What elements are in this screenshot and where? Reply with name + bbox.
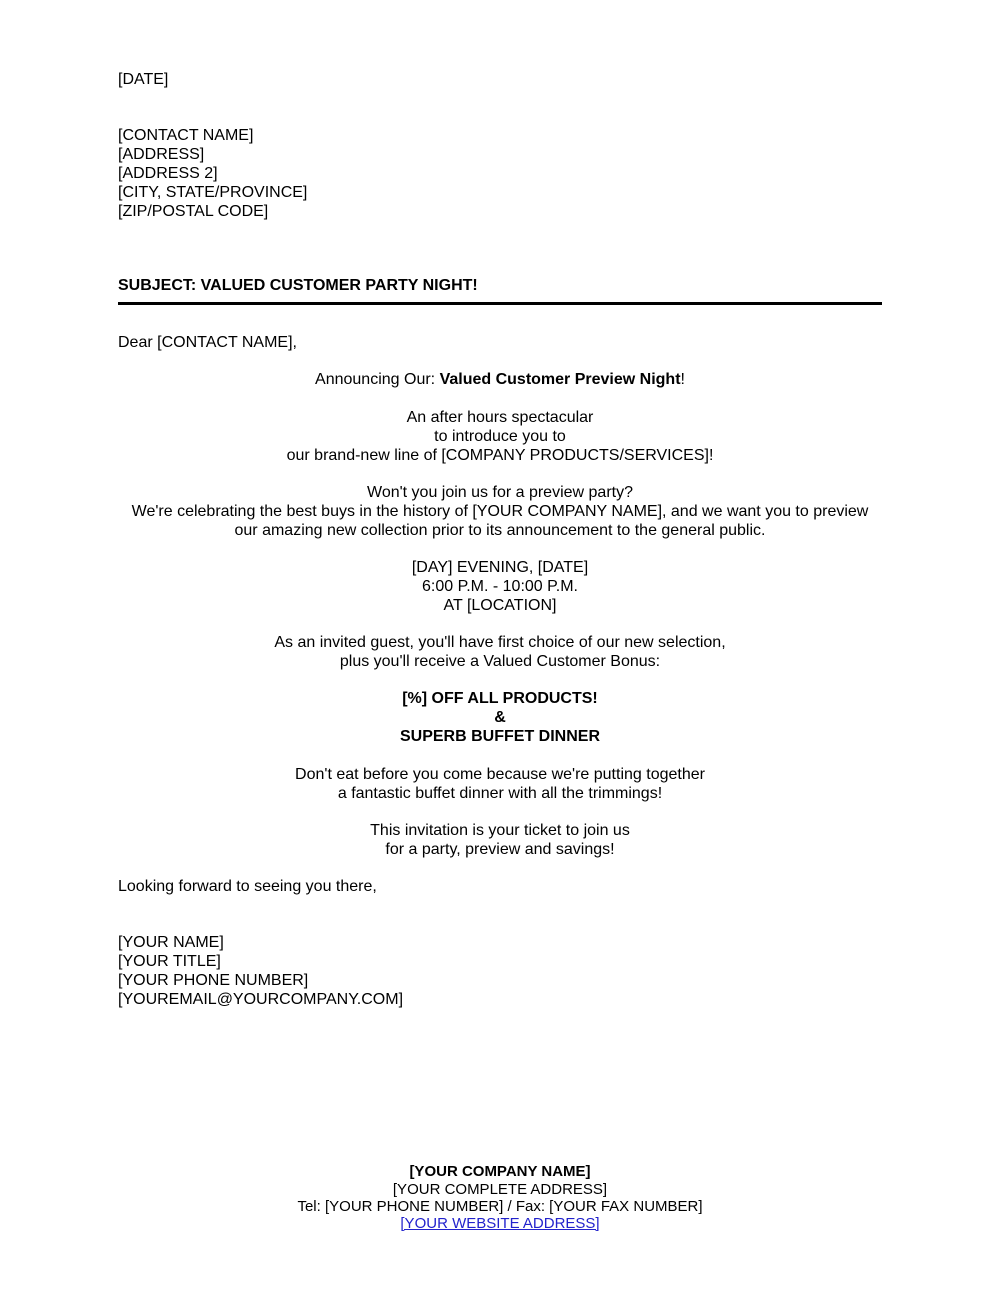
bonus-dinner: SUPERB BUFFET DINNER: [399, 728, 600, 745]
event-location: AT [LOCATION]: [443, 597, 557, 614]
ticket-line: This invitation is your ticket to join us: [370, 822, 630, 839]
event-day-date: [DAY] EVENING, [DATE]: [411, 559, 589, 576]
dinner-line: a fantastic buffet dinner with all the trimmings!: [337, 785, 663, 802]
recipient-zip: [ZIP/POSTAL CODE]: [118, 203, 269, 220]
signature-email: [YOUREMAIL@YOURCOMPANY.COM]: [118, 991, 404, 1008]
announcement-suffix: !: [680, 371, 685, 388]
signature-name: [YOUR NAME]: [118, 934, 224, 951]
bonus-discount: [%] OFF ALL PRODUCTS!: [402, 690, 598, 707]
subject-line: SUBJECT: VALUED CUSTOMER PARTY NIGHT!: [118, 277, 478, 294]
website-link[interactable]: [YOUR WEBSITE ADDRESS]: [400, 1215, 600, 1232]
event-time: 6:00 P.M. - 10:00 P.M.: [422, 578, 578, 595]
footer-contact: Tel: [YOUR PHONE NUMBER] / Fax: [YOUR FAX NUMBER]: [297, 1198, 703, 1215]
intro-line: our brand-new line of [COMPANY PRODUCTS/SERVICES]!: [286, 447, 714, 464]
join-line: our amazing new collection prior to its announcement to the general public.: [234, 522, 766, 539]
join-line: Won't you join us for a preview party?: [367, 484, 633, 501]
intro-line: An after hours spectacular: [406, 409, 594, 426]
guest-line: As an invited guest, you'll have first choice of our new selection,: [274, 634, 726, 651]
announcement-title: Valued Customer Preview Night: [439, 371, 681, 388]
footer-company-name: [YOUR COMPANY NAME]: [409, 1163, 591, 1180]
recipient-city-state: [CITY, STATE/PROVINCE]: [118, 184, 308, 201]
guest-line: plus you'll receive a Valued Customer Bonus:: [339, 653, 661, 670]
recipient-address2: [ADDRESS 2]: [118, 165, 218, 182]
recipient-contact-name: [CONTACT NAME]: [118, 127, 254, 144]
salutation: Dear [CONTACT NAME],: [118, 334, 297, 351]
recipient-address: [ADDRESS]: [118, 146, 205, 163]
announcement: [0, 370, 1000, 389]
join-line: We're celebrating the best buys in the history of [YOUR COMPANY NAME], and we want you to preview: [131, 503, 869, 520]
footer-address: [YOUR COMPLETE ADDRESS]: [392, 1181, 608, 1198]
footer-website: [0, 1215, 1000, 1232]
dinner-line: Don't eat before you come because we're putting together: [295, 766, 705, 783]
bonus-ampersand: &: [494, 709, 506, 726]
signature-title: [YOUR TITLE]: [118, 953, 221, 970]
announcement-prefix: Announcing Our:: [315, 371, 440, 388]
letter-date: [DATE]: [118, 71, 169, 88]
ticket-line: for a party, preview and savings!: [385, 841, 615, 858]
subject-divider: [118, 302, 882, 305]
signature-phone: [YOUR PHONE NUMBER]: [118, 972, 309, 989]
intro-line: to introduce you to: [434, 428, 566, 445]
closing: Looking forward to seeing you there,: [118, 878, 377, 895]
